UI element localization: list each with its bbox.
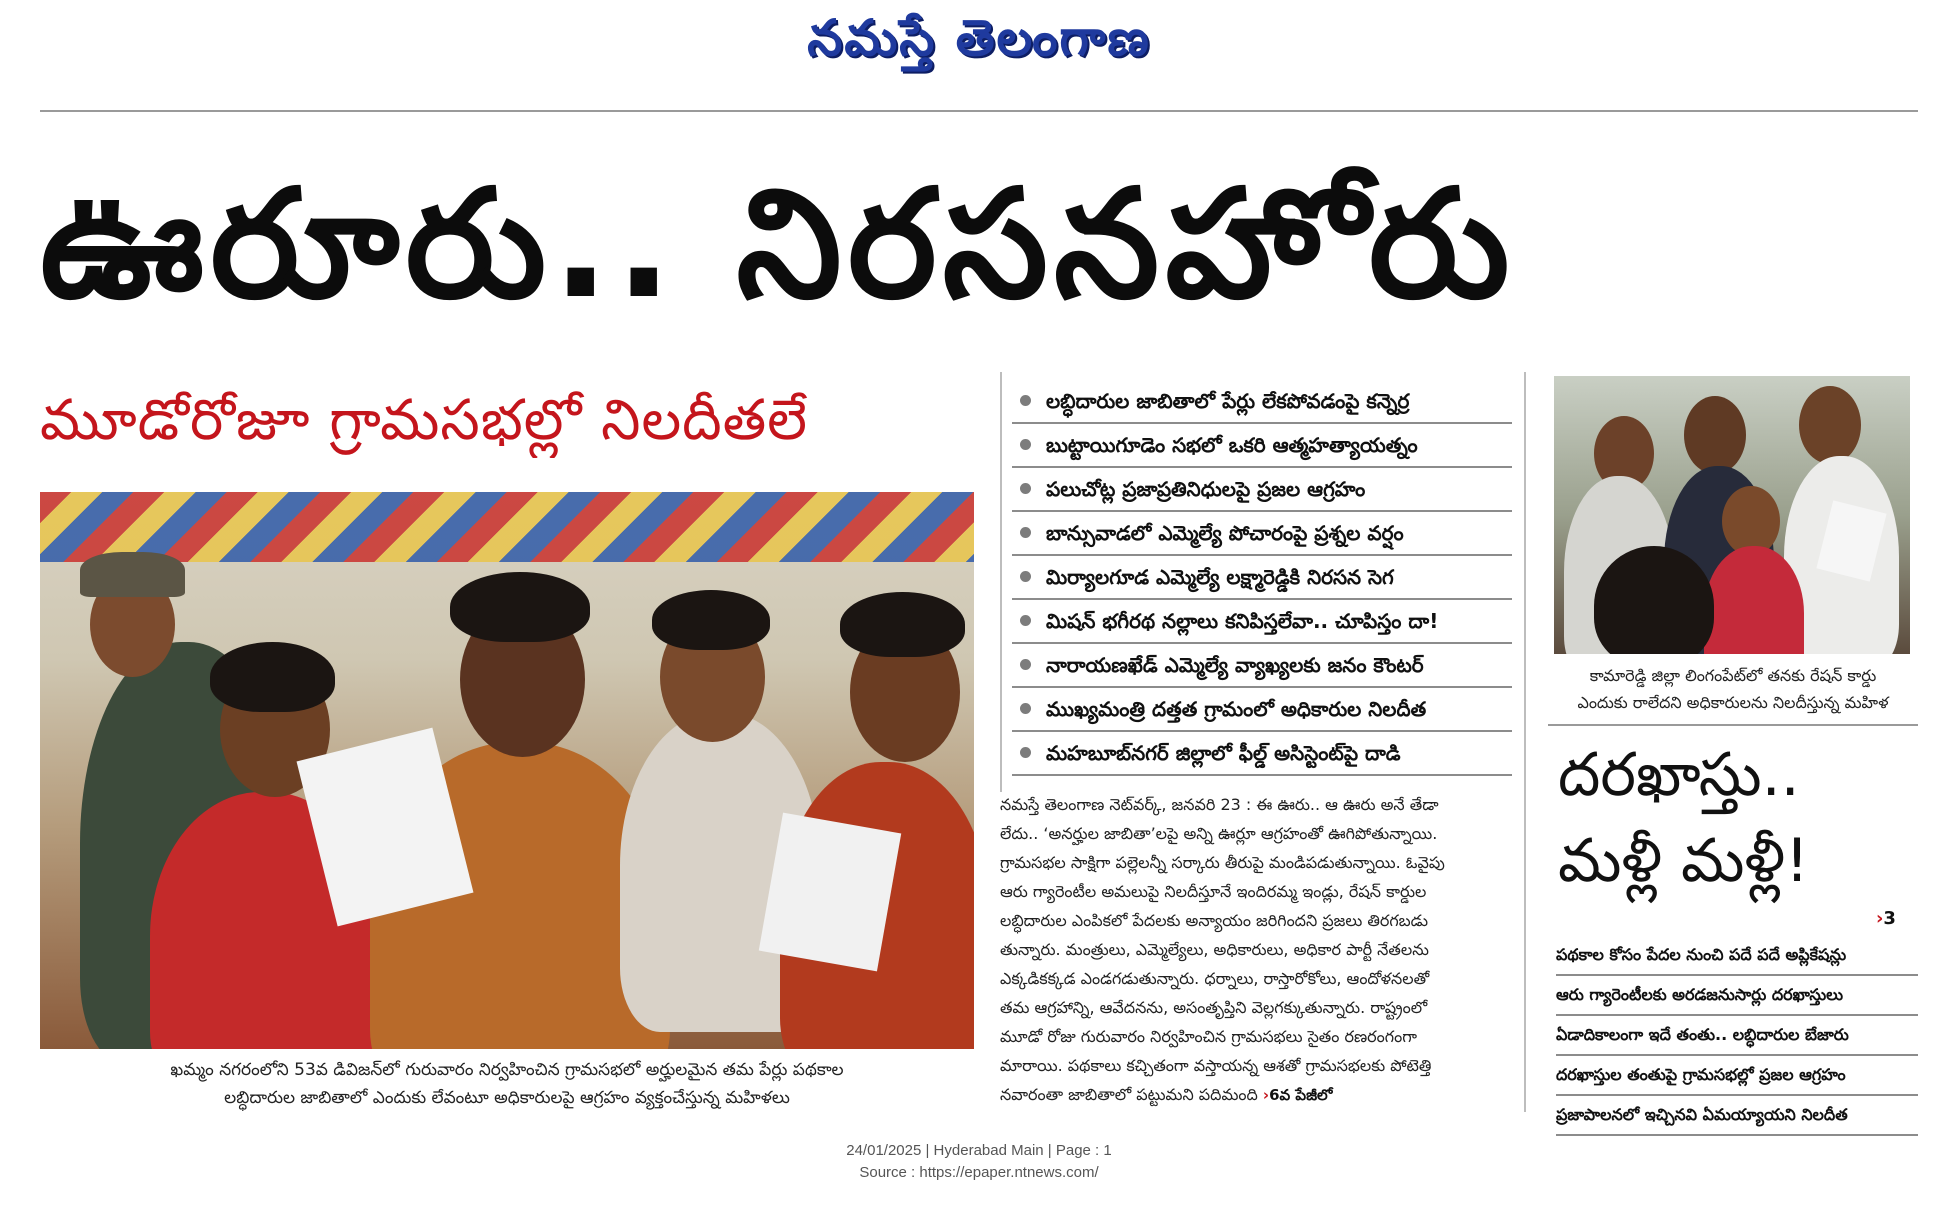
highlight-item <box>1012 512 1512 556</box>
masthead-divider <box>40 110 1918 112</box>
bullet-icon <box>1020 439 1031 450</box>
photo-hair <box>450 572 590 642</box>
main-photo-caption <box>40 1056 974 1112</box>
side-highlight-item: ఏడాదికాలంగా ఇదే తంతు.. లబ్ధిదారుల బేజారు <box>1556 1016 1918 1056</box>
article-line: లేదు.. ‘అనర్హుల జాబితా’లపై అన్ని ఊర్లూ ఆగ్రహంతో ఊగిపోతున్నాయి. <box>1000 824 1438 843</box>
caption-line: ఖమ్మం నగరంలోని 53వ డివిజన్‌లో గురువారం నిర్వహించిన గ్రామసభలో అర్హులమైన తమ పేర్లు పథకాల <box>170 1060 844 1080</box>
article-line: నవారంతా జాబితాలో పట్టుమని పదిమంది <box>1000 1085 1258 1104</box>
article-line: నమస్తే తెలంగాణ నెట్‌వర్క్‌, జనవరి 23 : ఈ ఊరు.. ఆ ఊరు అనే తేడా <box>1000 795 1439 814</box>
photo-hair <box>1594 546 1714 654</box>
article-line: ఆరు గ్యారెంటీల అమలుపై నిలదీస్తూనే ఇందిరమ్మ ఇండ్లు, రేషన్‌ కార్డుల <box>1000 882 1427 901</box>
side-highlights-list <box>1556 936 1918 1136</box>
caption-line: లబ్ధిదారుల జాబితాలో ఎందుకు లేవంటూ అధికారులపై ఆగ్రహం వ్యక్తంచేస్తున్న మహిళలు <box>224 1088 790 1108</box>
article-line: తమ ఆగ్రహాన్ని, ఆవేదనను, అసంతృప్తిని వెల్లగక్కుతున్నారు. రాష్ట్రంలో <box>1000 998 1428 1017</box>
highlight-item <box>1012 424 1512 468</box>
page-reference-number: 3 <box>1883 908 1896 929</box>
photo-face <box>1684 396 1746 474</box>
highlight-item <box>1012 556 1512 600</box>
bullet-icon <box>1020 395 1031 406</box>
highlight-text: పలుచోట్ల ప్రజాప్రతినిధులపై ప్రజల ఆగ్రహం <box>1046 477 1366 501</box>
side-photo-caption <box>1548 662 1918 716</box>
chevron-right-icon: › <box>1876 908 1884 929</box>
highlight-text: మిర్యాలగూడ ఎమ్మెల్యే లక్ష్మారెడ్డికి నిరసన సెగ <box>1046 565 1394 589</box>
bullets-divider <box>1000 372 1002 792</box>
photo-hair <box>210 642 335 712</box>
side-headline-line: దరఖాస్తు.. <box>1558 740 1800 810</box>
highlight-item <box>1012 732 1512 776</box>
photo-hair <box>840 592 965 657</box>
caption-line: కామారెడ్డి జిల్లా లింగంపేట్‌లో తనకు రేషన్‌ కార్డు <box>1589 666 1877 685</box>
photo-paper <box>759 813 901 972</box>
photo-hair <box>652 590 770 650</box>
police-cap <box>80 552 185 597</box>
side-photo <box>1554 376 1910 654</box>
highlight-item <box>1012 468 1512 512</box>
highlight-item <box>1012 688 1512 732</box>
bullet-icon <box>1020 747 1031 758</box>
article-line: మారాయి. పథకాలు కచ్చితంగా వస్తాయన్న ఆశతో గ్రామసభలకు పోటెత్తి <box>1000 1056 1432 1075</box>
article-line: మూడో రోజు గురువారం నిర్వహించిన గ్రామసభలు సైతం రణరంగంగా <box>1000 1027 1417 1046</box>
main-photo <box>40 492 974 1049</box>
article-line: ఎక్కడికక్కడ ఎండగడుతున్నారు. ధర్నాలు, రాస్తారోకోలు, ఆందోళనలతో <box>1000 969 1430 988</box>
continued-link[interactable] <box>1263 1086 1333 1104</box>
article-line: లబ్ధిదారుల ఎంపికలో పేదలకు అన్యాయం జరిగిందని ప్రజలు తిరగబడు <box>1000 911 1429 930</box>
highlights-list <box>1012 380 1512 776</box>
bullet-icon <box>1020 527 1031 538</box>
article-body <box>1000 790 1510 1110</box>
side-highlight-item: ఆరు గ్యారెంటీలకు అరడజనుసార్లు దరఖాస్తులు <box>1556 976 1918 1016</box>
highlight-text: నారాయణఖేడ్‌ ఎమ్మెల్యే వ్యాఖ్యలకు జనం కౌంటర్‌ <box>1046 653 1424 677</box>
footer-date-edition: 24/01/2025 | Hyderabad Main | Page : 1 <box>846 1142 1112 1159</box>
highlight-text: మిషన్‌ భగీరథ నల్లాలు కనిపిస్తలేవా.. చూపిస్తం దా! <box>1046 609 1439 633</box>
highlight-text: మహబూబ్‌నగర్‌ జిల్లాలో ఫీల్డ్‌ అసిస్టెంట్‌పై దాడి <box>1046 741 1401 765</box>
article-line: గ్రామసభల సాక్షిగా పల్లెలన్నీ సర్కారు తీరుపై మండిపడుతున్నాయి. ఓవైపు <box>1000 853 1445 872</box>
photo-canopy <box>40 492 974 562</box>
side-divider <box>1548 724 1918 726</box>
highlight-text: బుట్టాయిగూడెం సభలో ఒకరి ఆత్మహత్యాయత్నం <box>1046 433 1418 457</box>
side-highlight-item: పథకాల కోసం పేదల నుంచి పదే పదే అప్లికేషన్లు <box>1556 936 1918 976</box>
side-headline <box>1558 732 1918 904</box>
photo-face <box>1799 386 1861 464</box>
chevron-right-icon: › <box>1262 1086 1270 1104</box>
highlight-item <box>1012 644 1512 688</box>
bullet-icon <box>1020 703 1031 714</box>
bullet-icon <box>1020 571 1031 582</box>
side-highlight-item: దరఖాస్తుల తంతుపై గ్రామసభల్లో ప్రజల ఆగ్రహం <box>1556 1056 1918 1096</box>
highlight-text: లబ్ధిదారుల జాబితాలో పేర్లు లేకపోవడంపై కన్నెర్ర <box>1046 389 1410 413</box>
highlight-text: బాన్సువాడలో ఎమ్మెల్యే పోచారంపై ప్రశ్నల వర్షం <box>1046 521 1404 545</box>
bullet-icon <box>1020 659 1031 670</box>
masthead-logo: నమస్తే తెలంగాణ <box>807 8 1151 67</box>
article-line: తున్నారు. మంత్రులు, ఎమ్మెల్యేలు, అధికారులు, అధికార పార్టీ నేతలను <box>1000 940 1429 959</box>
side-highlight-item: ప్రజాపాలనలో ఇచ్చినవి ఏమయ్యాయని నిలదీత <box>1556 1096 1918 1136</box>
bullet-icon <box>1020 483 1031 494</box>
sub-headline: మూడోరోజూ గ్రామసభల్లో నిలదీతలే <box>40 388 808 453</box>
column-divider <box>1524 372 1526 1112</box>
highlight-text: ముఖ్యమంత్రి దత్తత గ్రామంలో అధికారుల నిలదీత <box>1046 697 1427 721</box>
main-headline: ఊరూరు.. నిరసనహోరు <box>40 158 1516 332</box>
bullet-icon <box>1020 615 1031 626</box>
continued-text: 6వ పేజీలో <box>1269 1086 1333 1104</box>
caption-line: ఎందుకు రాలేదని అధికారులను నిలదీస్తున్న మహిళ <box>1577 693 1889 712</box>
highlight-item <box>1012 380 1512 424</box>
side-headline-line: మళ్లీ మళ్లీ! <box>1558 826 1810 896</box>
highlight-item <box>1012 600 1512 644</box>
article-line-last <box>1000 1080 1510 1110</box>
page-reference-link[interactable] <box>1876 908 1896 929</box>
footer-source-link[interactable]: Source : https://epaper.ntnews.com/ <box>859 1164 1099 1181</box>
page-footer <box>0 1140 1958 1184</box>
